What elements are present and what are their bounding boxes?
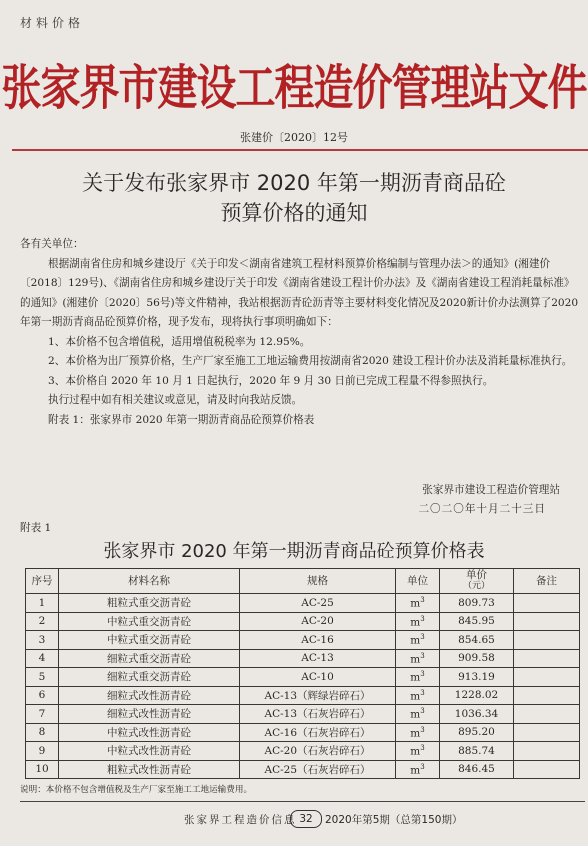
page-number: 32 <box>290 810 322 828</box>
price-table <box>25 568 580 779</box>
unit-base: m <box>410 764 421 776</box>
cell-price: 854.65 <box>440 631 514 650</box>
unit-sup: 3 <box>420 614 425 623</box>
cell-remark <box>514 760 580 779</box>
unit-base: m <box>410 708 421 721</box>
cell-price: 1036.34 <box>440 705 514 724</box>
unit-base: m <box>410 597 421 610</box>
doc-number: 张建价〔2020〕12号 <box>240 131 348 144</box>
cell-remark <box>514 612 580 631</box>
unit-base: m <box>410 653 421 665</box>
cell-remark <box>514 686 580 705</box>
unit-base: m <box>410 690 421 702</box>
cell-price: 846.45 <box>440 760 514 779</box>
table-note: 说明：本价格不包含增值税及生产厂家至施工工地运输费用。 <box>20 785 253 795</box>
notice-title-line2: 预算价格的通知 <box>220 201 368 225</box>
cell-remark <box>514 723 580 742</box>
cell-no: 3 <box>26 631 59 650</box>
table-title: 张家界市 2020 年第一期沥青商品砼预算价格表 <box>103 541 485 562</box>
cell-no: 2 <box>26 612 59 631</box>
unit-base: m <box>410 634 421 647</box>
header-price-line2: （元） <box>462 581 490 591</box>
cell-name: 细粒式改性沥青砼 <box>59 686 240 705</box>
unit-sup: 3 <box>420 744 425 752</box>
notice-body <box>20 235 580 430</box>
item-2: 2、本价格为出厂预算价格，生产厂家至施工工地运输费用按湖南省2020 建设工程计价办法及消耗量标准执行。 <box>48 355 573 367</box>
category-label: 材料价格 <box>20 16 85 30</box>
unit-sup: 3 <box>420 596 425 604</box>
table-row <box>26 668 580 687</box>
unit-sup: 3 <box>420 633 425 641</box>
attachment-ref: 附表 1：张家界市 2020 年第一期沥青商品砼预算价格表 <box>48 413 315 426</box>
cell-name: 细粒式改性沥青砼 <box>59 705 240 724</box>
cell-no: 8 <box>26 723 59 742</box>
item-4: 执行过程中如有相关建议或意见，请及时向我站反馈。 <box>48 394 303 406</box>
cell-no: 4 <box>26 649 59 668</box>
cell-spec: AC-16 <box>240 631 396 650</box>
header-remark: 备注 <box>514 569 580 594</box>
unit-base: m <box>410 727 421 739</box>
header-spec: 规格 <box>240 569 396 594</box>
cell-spec: AC-25 <box>240 594 396 613</box>
unit-sup: 3 <box>420 670 425 678</box>
cell-spec: AC-16（石灰岩碎石） <box>240 723 396 742</box>
cell-spec: AC-25（石灰岩碎石） <box>240 760 396 779</box>
cell-name: 粗粒式重交沥青砼 <box>59 594 240 613</box>
cell-name: 细粒式重交沥青砼 <box>59 668 240 687</box>
table-row <box>26 631 580 650</box>
cell-name: 中粒式重交沥青砼 <box>59 631 240 650</box>
cell-unit <box>396 668 440 687</box>
unit-sup: 3 <box>420 762 425 771</box>
cell-spec: AC-13（石灰岩碎石） <box>240 705 396 724</box>
cell-unit <box>396 742 440 761</box>
cell-remark <box>514 594 580 613</box>
cell-unit <box>396 631 440 650</box>
table-row <box>26 723 580 742</box>
table-header-row <box>26 569 580 594</box>
cell-price: 895.20 <box>440 723 514 742</box>
table-row <box>26 649 580 668</box>
publication-name: 张家界工程造价信息 <box>184 814 297 826</box>
org-title: 张家界市建设工程造价管理站文件 <box>1 60 587 116</box>
unit-sup: 3 <box>420 707 425 715</box>
cell-no: 5 <box>26 668 59 687</box>
issue-date: 二〇二〇年十月二十三日 <box>418 503 546 515</box>
unit-base: m <box>410 616 421 628</box>
table-row <box>26 686 580 705</box>
cell-name: 中粒式重交沥青砼 <box>59 612 240 631</box>
table-row <box>26 594 580 613</box>
cell-name: 细粒式重交沥青砼 <box>59 649 240 668</box>
header-unit: 单位 <box>396 569 440 594</box>
cell-unit <box>396 705 440 724</box>
table-row <box>26 612 580 631</box>
cell-unit <box>396 723 440 742</box>
unit-sup: 3 <box>420 725 425 734</box>
cell-spec: AC-20 <box>240 612 396 631</box>
cell-remark <box>514 742 580 761</box>
intro-paragraph: 根据湖南省住房和城乡建设厅《关于印发＜湖南省建筑工程材料预算价格编制与管理办法＞的通知》(湘建价〔2018〕129号)、《湖南省住房和城乡建设厅关于印发《湖南省建设工程计价办法》及《湖南省建设工程消耗量标准》的通知》(湘建价〔2020〕56号)等文件精神，我站根据沥青砼沥青等主要材料变化情况及2020新计价办法测算了2020年第一期沥青商品砼预算价格，现予发布，现将执行事项明确如下： <box>20 257 579 328</box>
cell-spec: AC-10 <box>240 668 396 687</box>
cell-no: 6 <box>26 686 59 705</box>
cell-name: 粗粒式改性沥青砼 <box>59 760 240 779</box>
cell-name: 中粒式改性沥青砼 <box>59 723 240 742</box>
signature: 张家界市建设工程造价管理站 <box>422 484 560 496</box>
table-row <box>26 705 580 724</box>
cell-spec: AC-13 <box>240 649 396 668</box>
cell-no: 10 <box>26 760 59 779</box>
cell-unit <box>396 760 440 779</box>
attachment-label: 附表 1 <box>20 522 52 534</box>
unit-base: m <box>410 671 421 684</box>
salutation: 各有关单位： <box>20 238 84 250</box>
item-1: 1、本价格不包含增值税，适用增值税税率为 12.95%。 <box>48 335 311 348</box>
cell-remark <box>514 649 580 668</box>
table-row <box>26 742 580 761</box>
header-price <box>440 569 514 594</box>
cell-unit <box>396 649 440 668</box>
header-divider <box>12 149 588 151</box>
cell-unit <box>396 686 440 705</box>
unit-base: m <box>410 745 421 758</box>
cell-price: 845.95 <box>440 612 514 631</box>
cell-unit <box>396 612 440 631</box>
table-row <box>26 760 580 779</box>
cell-no: 7 <box>26 705 59 724</box>
cell-remark <box>514 705 580 724</box>
cell-price: 913.19 <box>440 668 514 687</box>
item-3: 3、本价格自 2020 年 10 月 1 日起执行，2020 年 9 月 30 日前已完成工程量不得参照执行。 <box>48 374 494 387</box>
cell-unit <box>396 594 440 613</box>
header-no: 序号 <box>26 569 59 594</box>
cell-spec: AC-13（辉绿岩碎石） <box>240 686 396 705</box>
footer-divider <box>20 801 585 802</box>
cell-price: 1228.02 <box>440 686 514 705</box>
cell-remark <box>514 668 580 687</box>
cell-price: 885.74 <box>440 742 514 761</box>
unit-sup: 3 <box>420 688 425 697</box>
header-price-line1: 单价 <box>466 569 487 581</box>
cell-spec: AC-20（石灰岩碎石） <box>240 742 396 761</box>
cell-no: 9 <box>26 742 59 761</box>
notice-title-line1: 关于发布张家界市 2020 年第一期沥青商品砼 <box>82 171 506 195</box>
unit-sup: 3 <box>420 651 425 660</box>
cell-price: 909.58 <box>440 649 514 668</box>
cell-price: 809.73 <box>440 594 514 613</box>
cell-name: 中粒式改性沥青砼 <box>59 742 240 761</box>
header-name: 材料名称 <box>59 569 240 594</box>
cell-remark <box>514 631 580 650</box>
issue-info: 2020年第5期（总第150期） <box>325 814 463 826</box>
cell-no: 1 <box>26 594 59 613</box>
